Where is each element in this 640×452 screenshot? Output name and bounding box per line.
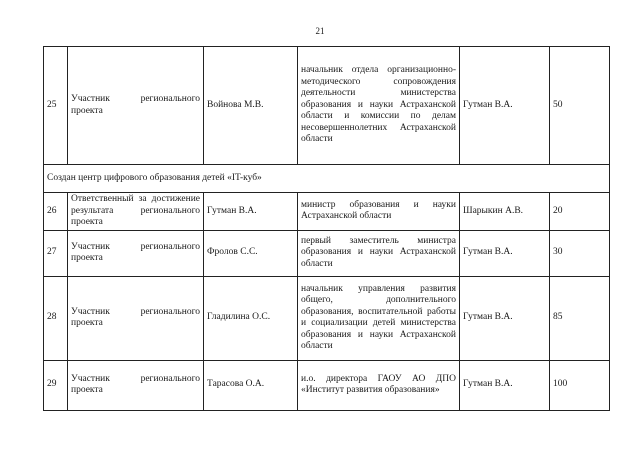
row-number: 28 (44, 276, 68, 360)
percent-cell: 20 (550, 193, 610, 231)
position-cell: первый заместитель министра образования и науки Астраханской области (298, 230, 460, 276)
percent-cell: 85 (550, 276, 610, 360)
percent-cell: 100 (550, 360, 610, 410)
table-row (44, 47, 610, 165)
supervisor-cell: Гутман В.А. (460, 360, 550, 410)
name-cell: Войнова М.В. (204, 47, 298, 165)
section-title: Создан центр цифрового образования детей «IT-куб» (44, 165, 610, 193)
supervisor-cell: Гутман В.А. (460, 230, 550, 276)
position-cell: министр образования и науки Астраханской области (298, 193, 460, 231)
name-cell: Гладилина О.С. (204, 276, 298, 360)
table-row (44, 193, 610, 231)
table-row (44, 360, 610, 410)
name-cell: Гутман В.А. (204, 193, 298, 231)
position-cell: начальник отдела организационно-методического сопровождения деятельности министерства образования и науки Астраханской области и комиссии по делам несовершеннолетних Астраханской области (298, 47, 460, 165)
row-number: 26 (44, 193, 68, 231)
role-cell: Ответственный за достижение результата регионального проекта (68, 193, 204, 231)
role-cell: Участник регионального проекта (68, 47, 204, 165)
supervisor-cell: Гутман В.А. (460, 47, 550, 165)
name-cell: Фролов С.С. (204, 230, 298, 276)
row-number: 29 (44, 360, 68, 410)
table-row (44, 230, 610, 276)
supervisor-cell: Шарыкин А.В. (460, 193, 550, 231)
row-number: 25 (44, 47, 68, 165)
section-row (44, 165, 610, 193)
role-cell: Участник регионального проекта (68, 230, 204, 276)
table-row (44, 276, 610, 360)
supervisor-cell: Гутман В.А. (460, 276, 550, 360)
row-number: 27 (44, 230, 68, 276)
position-cell: и.о. директора ГАОУ АО ДПО «Институт развития образования» (298, 360, 460, 410)
percent-cell: 50 (550, 47, 610, 165)
position-cell: начальник управления развития общего, дополнительного образования, воспитательной работы и социализации детей министерства образования и науки Астраханской области (298, 276, 460, 360)
page-number: 21 (315, 26, 325, 36)
participants-table (43, 46, 610, 411)
role-cell: Участник регионального проекта (68, 360, 204, 410)
role-cell: Участник регионального проекта (68, 276, 204, 360)
name-cell: Тарасова О.А. (204, 360, 298, 410)
percent-cell: 30 (550, 230, 610, 276)
